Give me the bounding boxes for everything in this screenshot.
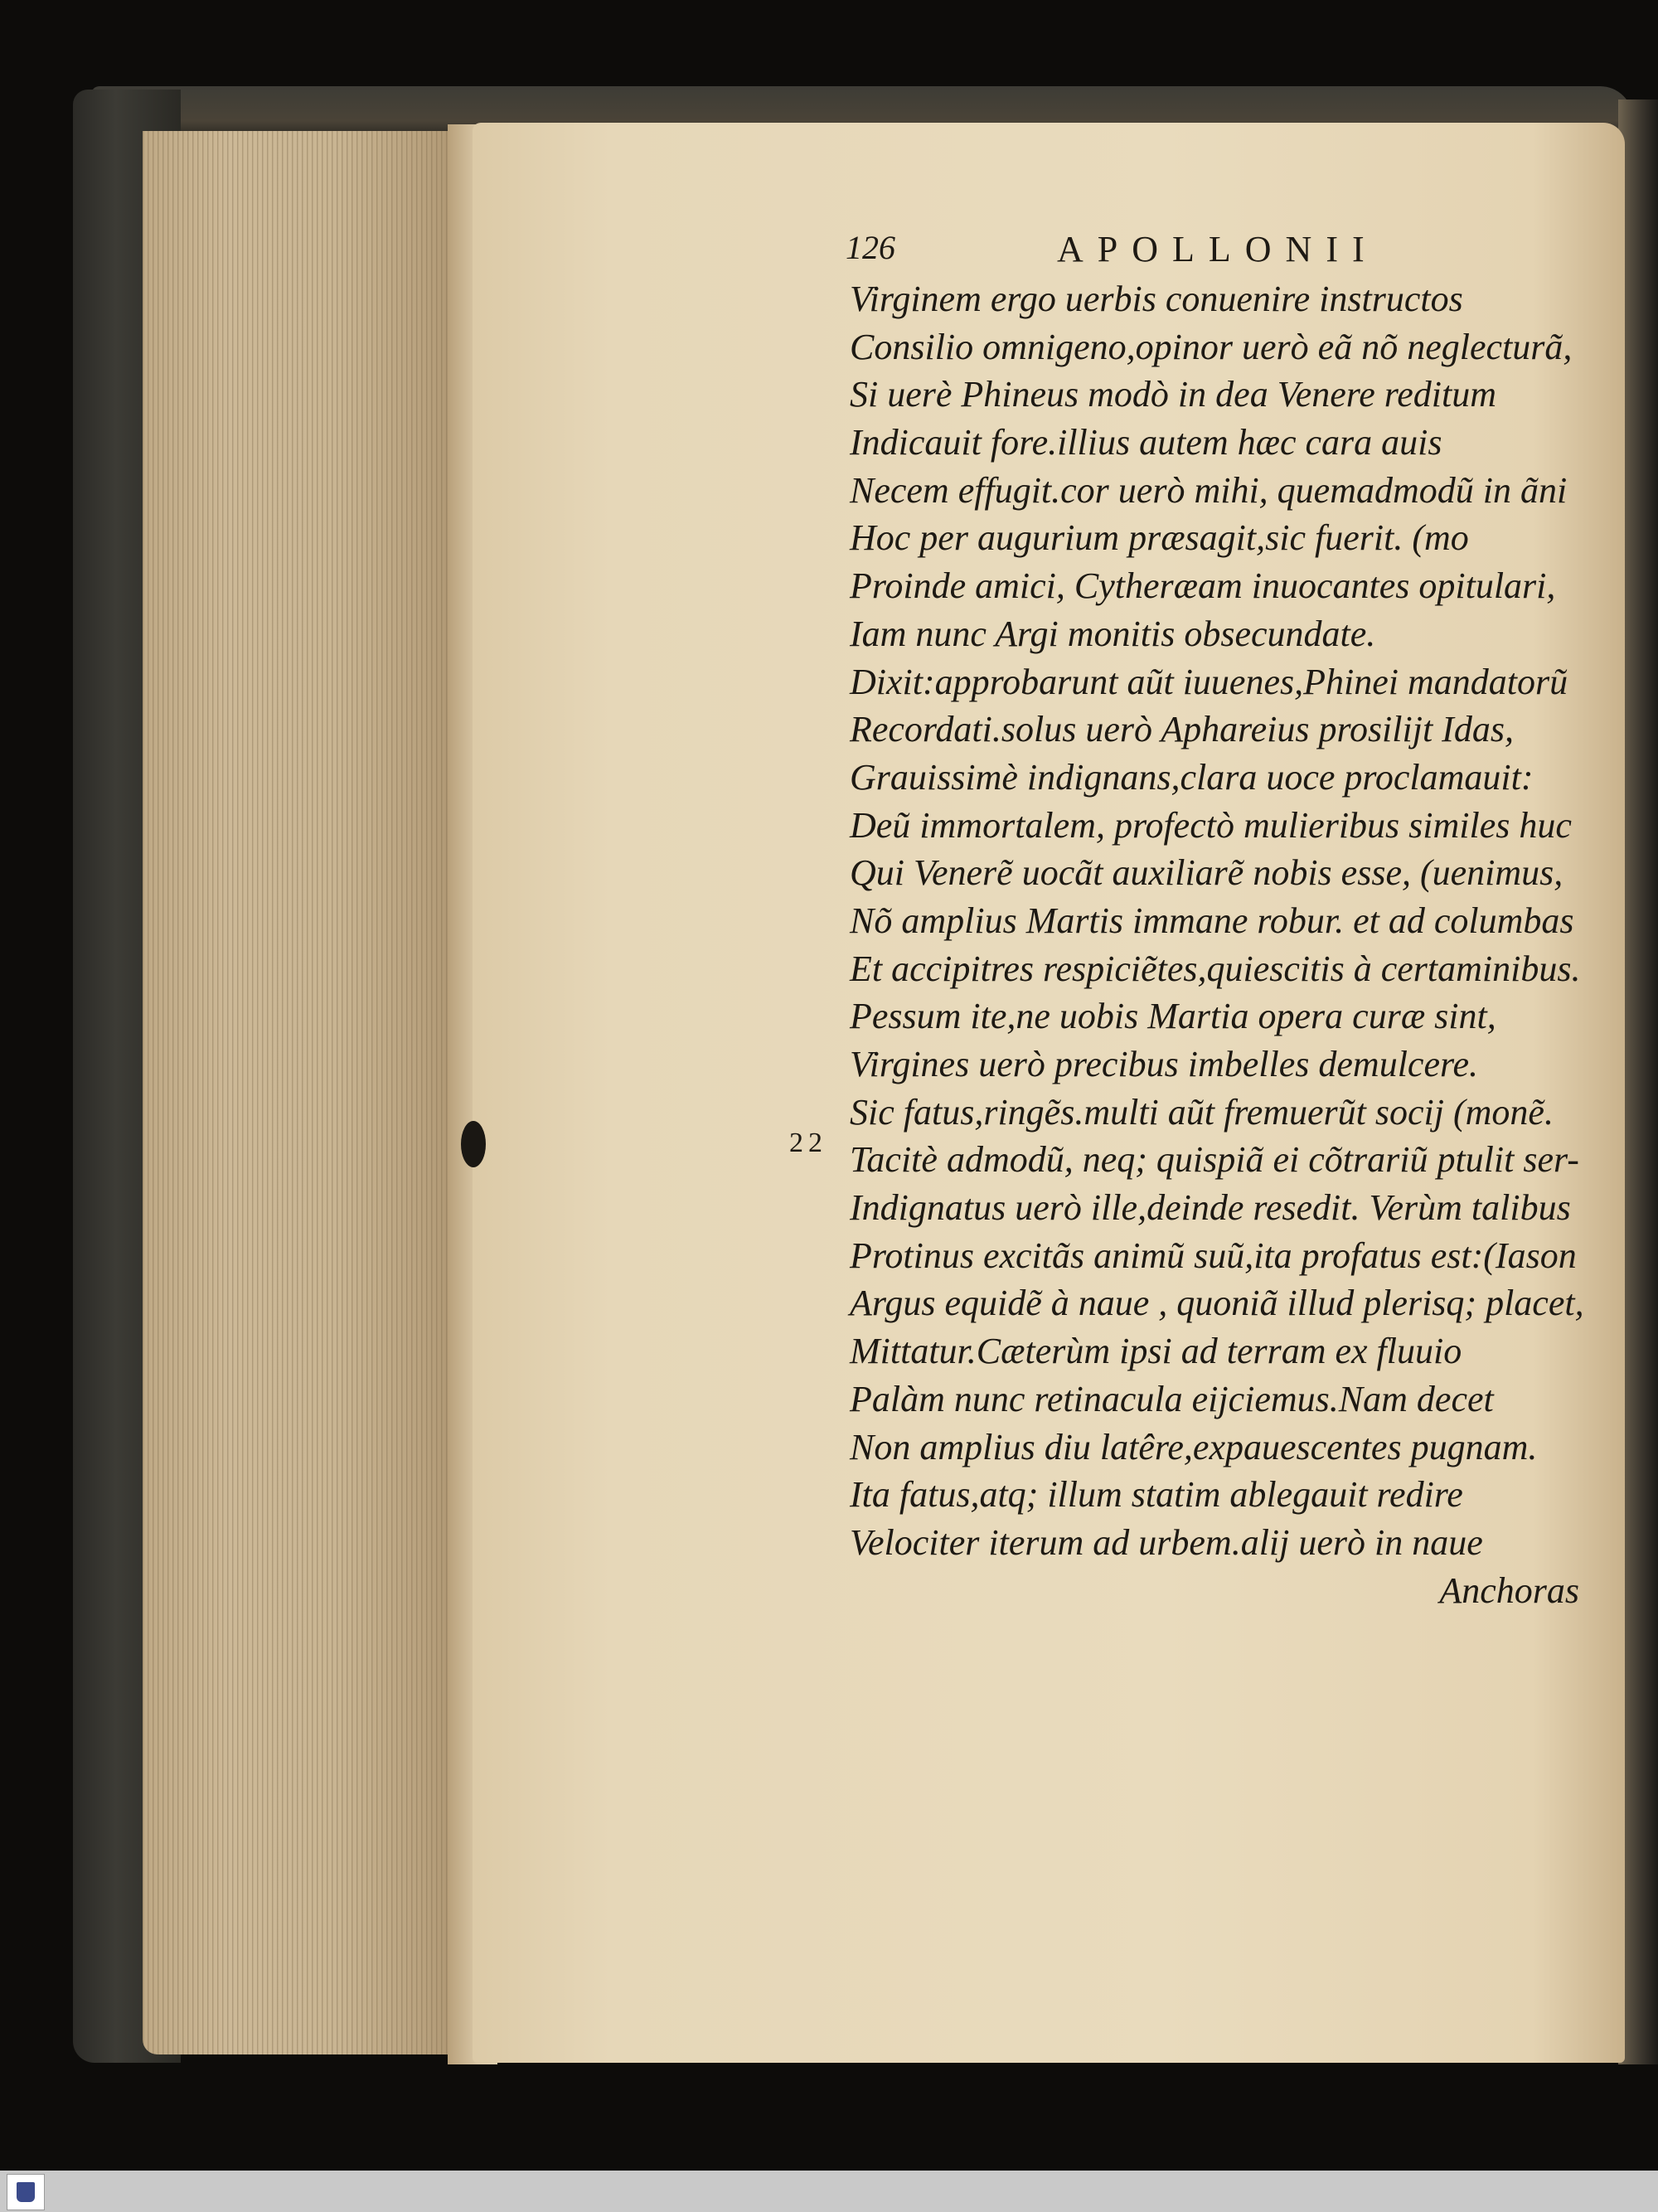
text-line: Recordati.solus uerò Aphareius prosilijt Idas, (850, 709, 1514, 750)
text-line: Argus equidẽ à naue , quoniã illud plerisq; placet, (850, 1283, 1584, 1324)
text-line: Velociter iterum ad urbem.alij uerò in naue (850, 1521, 1483, 1563)
text-line: Indignatus uerò ille,deinde resedit. Verùm talibus (850, 1187, 1571, 1229)
text-line: Non amplius diu latêre,expauescentes pugnam. (850, 1426, 1538, 1467)
page-header (846, 228, 1575, 273)
verse-text (850, 275, 1584, 1614)
text-line: Dixit:approbarunt aũt iuuenes,Phinei mandatorũ (850, 661, 1568, 702)
text-line: Grauissimè indignans,clara uoce proclamauit: (850, 756, 1534, 798)
text-line: Deũ immortalem, profectò mulieribus similes huc (850, 804, 1572, 846)
text-line: Si uerè Phineus modò in dea Venere reditum (850, 374, 1497, 415)
text-line: Mittatur.Cæterùm ipsi ad terram ex fluuio (850, 1331, 1462, 1372)
text-line: Proinde amici, Cytheræam inuocantes opitulari, (850, 565, 1556, 607)
text-line: Qui Venerẽ uocãt auxiliarẽ nobis esse, (uenimus, (850, 852, 1563, 894)
text-line: Indicauit fore.illius autem hæc cara auis (850, 422, 1442, 463)
viewer-footer-bar (0, 2171, 1658, 2212)
page-hole (461, 1121, 486, 1167)
library-logo-icon (17, 2182, 35, 2202)
text-line: Iam nunc Argi monitis obsecundate. (850, 613, 1376, 654)
text-line: Et accipitres respiciẽtes,quiescitis à certaminibus. (850, 948, 1581, 989)
text-line: Hoc per augurium præsagit,sic fuerit. (mo (850, 517, 1469, 559)
text-line: Virgines uerò precibus imbelles demulcere. (850, 1044, 1478, 1084)
page-number: 126 (846, 229, 895, 266)
text-line: Ita fatus,atq; illum statim ablegauit redire (850, 1474, 1463, 1516)
text-line: Pessum ite,ne uobis Martia opera curæ sint, (850, 996, 1496, 1037)
text-line: Palàm nunc retinacula eijciemus.Nam decet (850, 1378, 1494, 1419)
text-line: Tacitè admodũ, neq; quispiã ei cõtrariũ ptulit ser- (850, 1139, 1579, 1181)
text-line: Protinus excitãs animũ suũ,ita profatus est:(Iason (850, 1235, 1577, 1276)
library-logo[interactable] (7, 2174, 45, 2210)
text-line: Nõ amplius Martis immane robur. et ad columbas (850, 900, 1574, 941)
line-number-marker: 22 (789, 1128, 827, 1158)
text-line: Consilio omnigeno,opinor uerò eã nõ neglecturã, (850, 326, 1573, 367)
text-line: Sic fatus,ringẽs.multi aũt fremuerũt socij (monẽ. (850, 1091, 1554, 1133)
catchword: Anchoras (1439, 1569, 1579, 1611)
page-edges (143, 131, 491, 2054)
running-head: APOLLONII (1057, 229, 1379, 269)
text-line: Virginem ergo uerbis conuenire instructos (850, 279, 1463, 319)
text-line: Necem effugit.cor uerò mihi, quemadmodũ in ãni (850, 469, 1568, 511)
